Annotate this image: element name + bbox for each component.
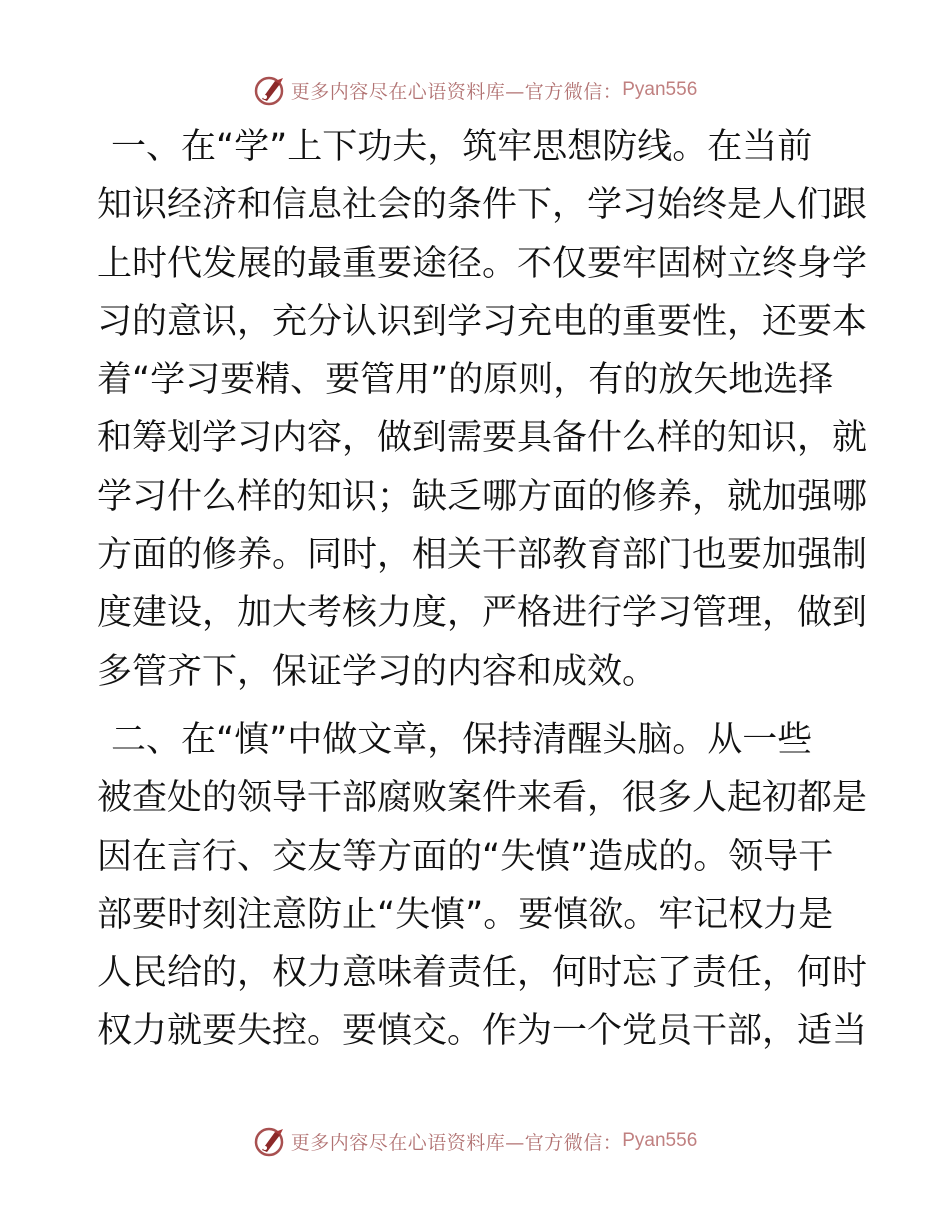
text-line: 学习什么样的知识；缺乏哪方面的修养，就加强哪: [97, 476, 868, 517]
text-line: 度建设，加大考核力度，严格进行学习管理，做到: [97, 593, 868, 634]
text-line: 上时代发展的最重要途径。不仅要牢固树立终身学: [97, 243, 868, 284]
pen-nib-logo-icon: [253, 73, 287, 107]
text-line: 方面的修养。同时，相关干部教育部门也要加强制: [97, 535, 868, 576]
text-line: 人民给的，权力意味着责任，何时忘了责任，何时: [97, 953, 868, 994]
text-line: 二、在“慎”中做文章，保持清醒头脑。从一些: [111, 719, 813, 760]
text-line: 习的意识，充分认识到学习充电的重要性，还要本: [97, 301, 868, 342]
text-line: 权力就要失控。要慎交。作为一个党员干部，适当: [97, 1011, 868, 1052]
banner-wechat-id: Pyan556: [622, 1130, 698, 1151]
pen-nib-logo-icon: [253, 1124, 287, 1158]
document-body: [97, 118, 868, 1061]
banner-text: 更多内容尽在心语资料库—官方微信：: [290, 80, 623, 103]
text-line: 多管齐下，保证学习的内容和成效。: [97, 651, 658, 692]
footer-banner: [0, 1121, 950, 1161]
paragraph-1: [97, 118, 868, 701]
text-line: 部要时刻注意防止“失慎”。要慎欲。牢记权力是: [97, 894, 834, 935]
text-line: 知识经济和信息社会的条件下，学习始终是人们跟: [97, 185, 868, 226]
text-line: 一、在“学”上下功夫，筑牢思想防线。在当前: [111, 127, 813, 167]
header-banner: [0, 70, 950, 110]
text-line: 被查处的领导干部腐败案件来看，很多人起初都是: [97, 778, 868, 819]
text-line: 因在言行、交友等方面的“失慎”造成的。领导干: [97, 836, 834, 877]
paragraph-2: [97, 711, 868, 1061]
banner-text: 更多内容尽在心语资料库—官方微信：: [290, 1131, 623, 1154]
text-line: 和筹划学习内容，做到需要具备什么样的知识，就: [97, 418, 868, 459]
text-line: 着“学习要精、要管用”的原则，有的放矢地选择: [97, 360, 834, 401]
banner-wechat-id: Pyan556: [622, 79, 698, 100]
